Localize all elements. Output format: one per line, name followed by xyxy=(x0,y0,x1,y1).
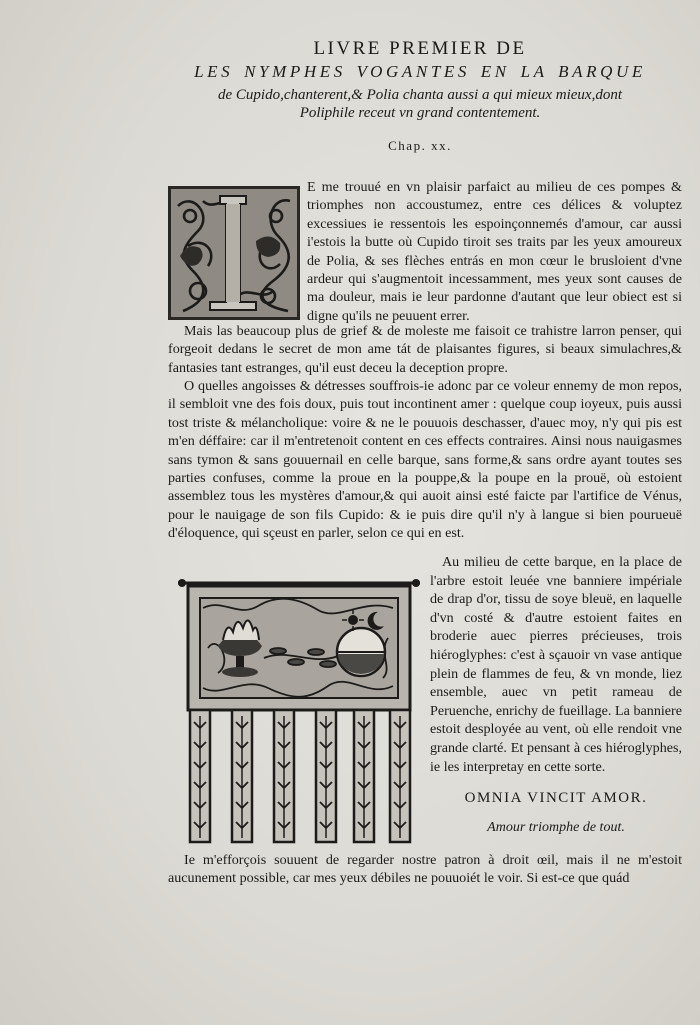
woodcut-initial-letter xyxy=(168,186,300,320)
chapter-heading-line-3: Poliphile receut vn grand contentement. xyxy=(299,105,541,121)
chapter-heading-line-1: LES NYMPHES VOGANTES EN LA BARQUE xyxy=(194,62,646,81)
paragraph-3: O quelles angoisses & détresses souffrois-ie adonc par ce voleur ennemy de mon repos, il sembloit vne des fois doux, puis tout incontinent amer : quelque coup ioyeux, puis aussi tost triste & mélancholique: voire & ne le pouuois deschasser, d'auec moy, n'y qui pis est m'en déffaire: car il m'entretenoit content en ces effects contraires. Ainsi nous nauigasmes sans tymon & sans gouuernail en celle barque, sans forme,& sans ordre ayant toutes ses parties confuses, comme la proue en la pouppe,& la poupe en la prouë, où estoient assemblez tous les mystères d'amour,& qui auoit ainsi esté faicte par l'artifice de Vénus, pour le nauigage de son fils Cupido: & ie puis dire qu'il n'y à langue si bien pourueuë d'éloquence, qui sçeust en parler, selon ce qui en est. xyxy=(168,378,682,542)
globe-icon xyxy=(337,628,385,676)
chapter-heading-line-2: de Cupido,chanterent,& Polia chanta aussi a qui mieux mieux,dont xyxy=(218,87,622,103)
book-title: LIVRE PREMIER DE xyxy=(313,38,527,59)
chapter-number: Chap. xx. xyxy=(388,138,452,153)
paragraph-banner-description: Au milieu de cette barque, en la place de l'arbre estoit leuée vne banniere impériale de drap d'or, tissu de soye bleuë, en laquelle d'vn costé & d'autre estoient faites en broderie auec pierres précieuses, trois hiéroglyphes: c'est à sçauoir vn vase antique plein de flammes de feu, & vn monde, liez ensemble, auec vn petit rameau de Peruenche, enrichy de fueillage. La banniere estoit desployée au vent, où elle rendoit vne grande clarté. Et pensant à ces hiéroglyphes, ie les interpretay en cette sorte. xyxy=(430,554,682,775)
latin-motto: OMNIA VINCIT AMOR. xyxy=(464,790,648,806)
banner-pendant-strips xyxy=(190,710,410,842)
paragraph-opening: E me trouué en vn plaisir parfaict au milieu de ces pompes & triomphes non accoustumez, entre ces délices & voluptez excessiues ie ressentois les espoinçonnemés d'amour, car aussi i'estois la butte où Cupido tiroit ses traits par les yeux amoureux de Polia, & ses flèches entrás en mon cœur le brusloient d'vne ardeur qui s'augmentoit incessamment, mes yeux sont causes de ma douleur, mais ie leur pardonne d'autant que leur obiect est si digne qu'ils ne peuuent errer. xyxy=(307,179,682,324)
paragraph-2: Mais las beaucoup plus de grief & de moleste me faisoit ce trahistre larron penser, qui forgeoit dedans le secret de mon ame tát de plaisantes figures, si beaux simulachres,& fantasies tant estranges, qu'il eust deceu la deception propre. xyxy=(168,323,682,376)
motto-translation: Amour triomphe de tout. xyxy=(487,820,625,835)
paragraph-final: Ie m'efforçois souuent de regarder nostre patron à droit œil, mais il ne m'estoit aucunement possible, car mes yeux débiles ne pouuoiét le voir. Si est-ce que quád xyxy=(168,852,682,887)
banner-woodcut-illustration xyxy=(178,578,420,848)
